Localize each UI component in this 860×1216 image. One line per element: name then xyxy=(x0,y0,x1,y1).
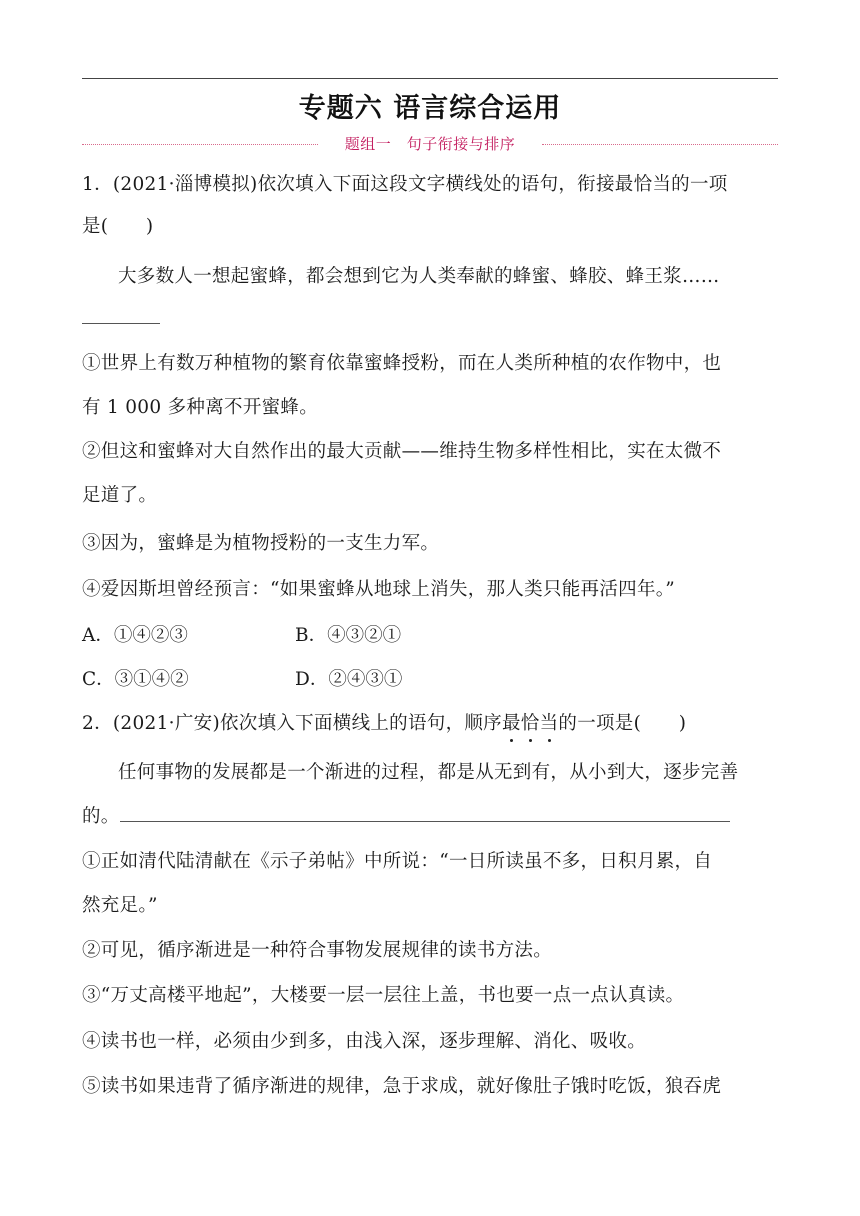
q1-sentence-1-line1: ①世界上有数万种植物的繁育依靠蜜蜂授粉，而在人类所种植的农作物中，也 xyxy=(82,353,722,374)
q1-sentence-2-line1: ②但这和蜜蜂对大自然作出的最大贡献——维持生物多样性相比，实在太微不 xyxy=(82,441,722,462)
q1-sentence-2-line2: 足道了。 xyxy=(82,485,158,506)
fill-blank xyxy=(82,309,160,324)
emphasis-char: 当 xyxy=(540,711,559,737)
q1-stem-line1: 1．(2021·淄博模拟)依次填入下面这段文字横线处的语句，衔接最恰当的一项 xyxy=(82,174,728,195)
q1-sentence-4: ④爱因斯坦曾经预言：“如果蜜蜂从地球上消失，那人类只能再活四年。” xyxy=(82,579,676,600)
emphasis-char: 最 xyxy=(502,711,521,737)
emphasis-char: 恰 xyxy=(521,711,540,737)
q1-option-b: B．④③②① xyxy=(295,625,402,646)
q2-sentence-2: ②可见，循序渐进是一种符合事物发展规律的读书方法。 xyxy=(82,940,553,961)
q2-stem xyxy=(82,711,782,737)
q2-stem-prefix: 2．(2021·广安)依次填入下面横线上的语句，顺序 xyxy=(82,713,502,734)
fill-blank xyxy=(120,805,730,822)
group-label: 题组一 句子衔接与排序 xyxy=(344,135,516,153)
q1-passage: 大多数人一想起蜜蜂，都会想到它为人类奉献的蜂蜜、蜂胶、蜂王浆…… xyxy=(118,266,720,287)
q1-option-c: C．③①④② xyxy=(82,669,189,690)
q2-passage-line2 xyxy=(82,804,782,830)
dotted-divider-left xyxy=(82,144,318,145)
q2-stem-suffix: 的一项是( ) xyxy=(558,713,687,734)
q2-sentence-3: ③“万丈高楼平地起”，大楼要一层一层往上盖，书也要一点一点认真读。 xyxy=(82,985,685,1006)
q2-sentence-5-line1: ⑤读书如果违背了循序渐进的规律，急于求成，就好像肚子饿时吃饭，狼吞虎 xyxy=(82,1076,722,1097)
group-header xyxy=(82,133,778,155)
q1-stem-line2: 是( ) xyxy=(82,216,154,237)
q1-option-d: D．②④③① xyxy=(295,669,403,690)
top-rule xyxy=(82,78,778,79)
q2-sentence-4: ④读书也一样，必须由少到多，由浅入深，逐步理解、消化、吸收。 xyxy=(82,1031,647,1052)
q2-sentence-1-line2: 然充足。” xyxy=(82,895,158,916)
q1-sentence-3: ③因为，蜜蜂是为植物授粉的一支生力军。 xyxy=(82,533,440,554)
q2-passage-line1: 任何事物的发展都是一个渐进的过程，都是从无到有，从小到大，逐步完善 xyxy=(118,762,739,783)
q1-answer-blank xyxy=(82,306,782,332)
q2-passage-tail: 的。 xyxy=(82,806,120,827)
q1-sentence-1-line2: 有 1 000 多种离不开蜜蜂。 xyxy=(82,397,319,418)
q1-option-a: A．①④②③ xyxy=(82,625,188,646)
dotted-divider-right xyxy=(542,144,778,145)
q2-sentence-1-line1: ①正如清代陆清献在《示子弟帖》中所说：“一日所读虽不多，日积月累，自 xyxy=(82,851,713,872)
page-title: 专题六 语言综合运用 xyxy=(298,93,562,124)
